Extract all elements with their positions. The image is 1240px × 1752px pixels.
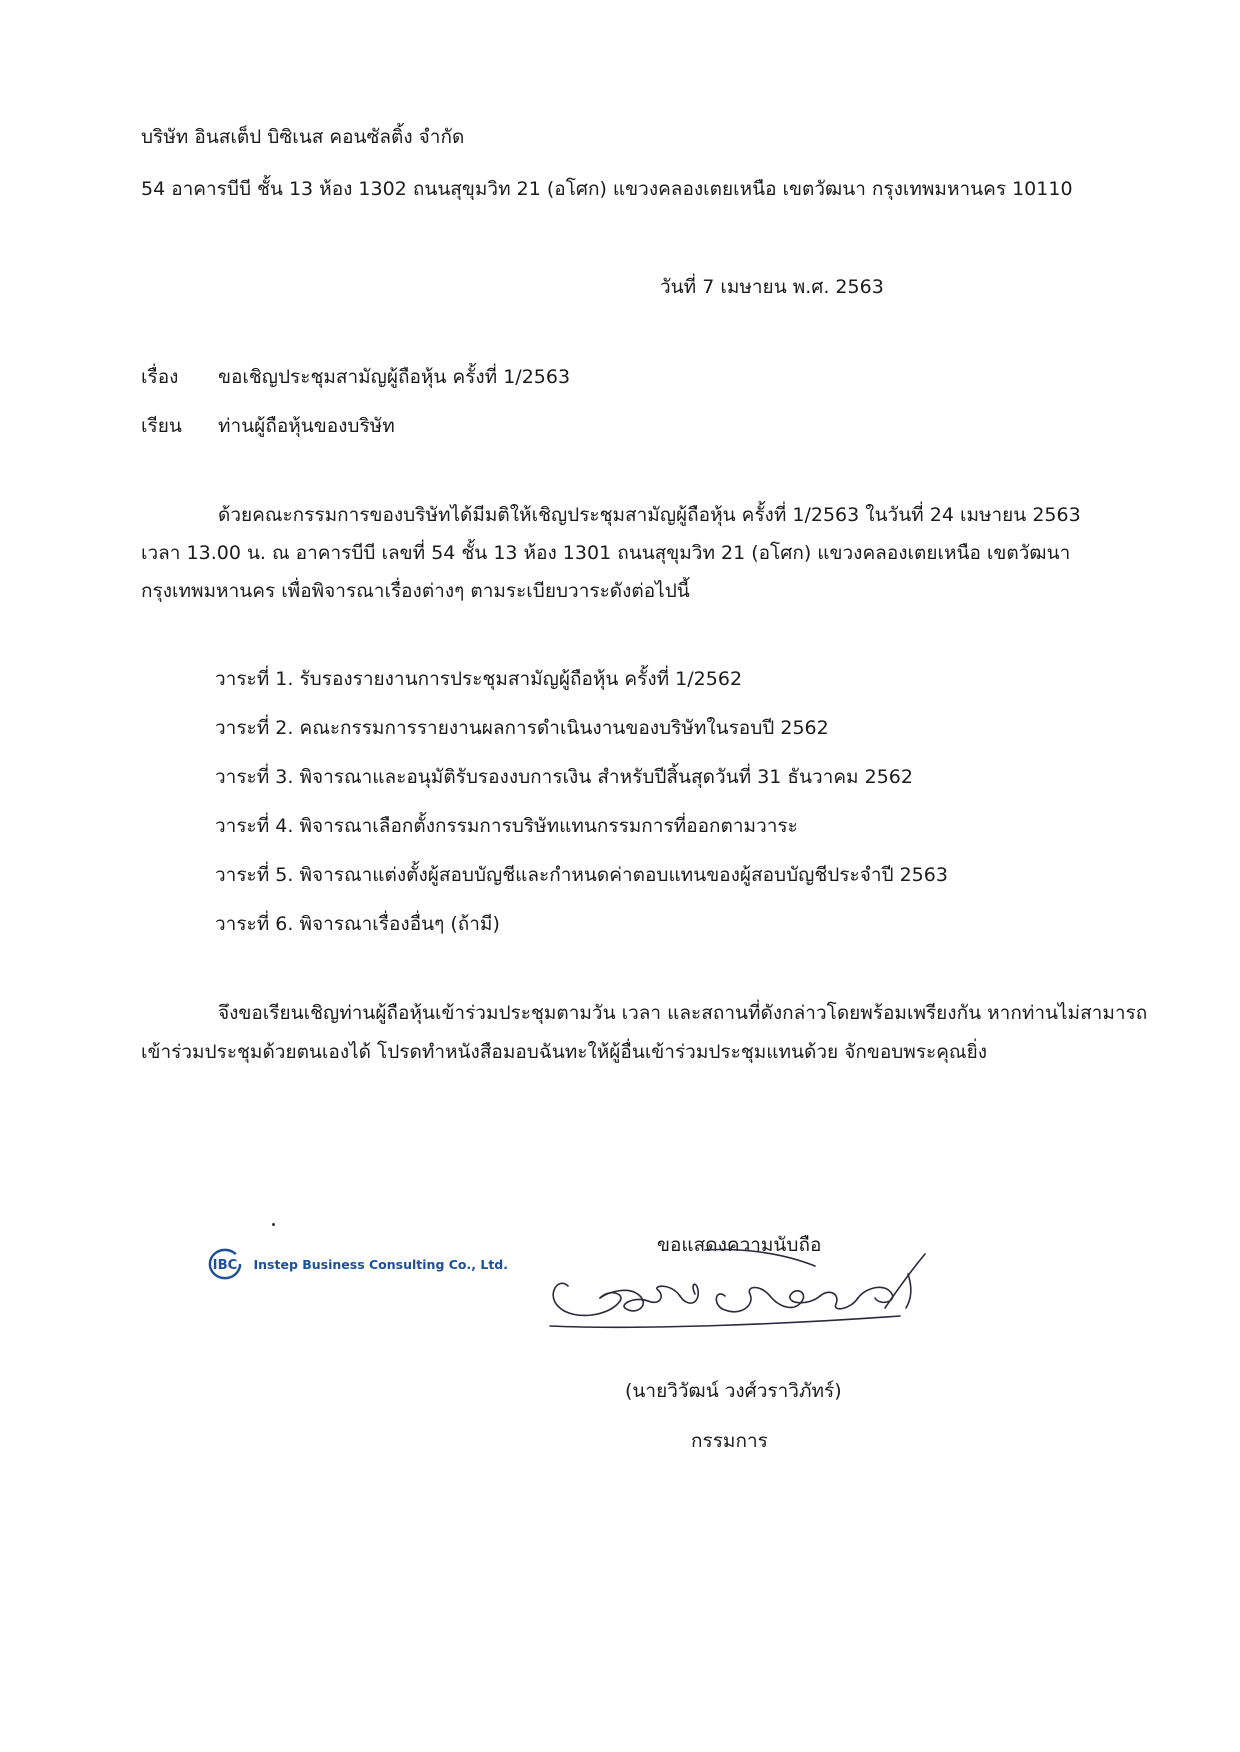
logo-text: Instep Business Consulting Co., Ltd. [253, 1256, 508, 1272]
letter-date: วันที่ 7 เมษายน พ.ศ. 2563 [660, 276, 884, 298]
scan-speck [272, 1223, 275, 1226]
agenda-item-5: วาระที่ 5. พิจารณาแต่งตั้งผู้สอบบัญชีและกำหนดค่าตอบแทนของผู้สอบบัญชีประจำปี 2563 [215, 864, 948, 886]
closing-paragraph-line: เข้าร่วมประชุมด้วยตนเองได้ โปรดทำหนังสือมอบฉันทะให้ผู้อื่นเข้าร่วมประชุมแทนด้วย จักขอบพระคุณยิ่ง [141, 1041, 987, 1063]
logo-mark-text: IBC [212, 1258, 238, 1274]
company-address: 54 อาคารบีบี ชั้น 13 ห้อง 1302 ถนนสุขุมวิท 21 (อโศก) แขวงคลองเตยเหนือ เขตวัฒนา กรุงเทพมหานคร 10110 [141, 178, 1073, 200]
handwritten-signature [540, 1246, 980, 1356]
body-line: เวลา 13.00 น. ณ อาคารบีบี เลขที่ 54 ชั้น 13 ห้อง 1301 ถนนสุขุมวิท 21 (อโศก) แขวงคลองเตยเหนือ เขตวัฒนา [141, 542, 1071, 564]
signer-name: (นายวิวัฒน์ วงศ์วราวิภัทร์) [625, 1380, 842, 1402]
signer-title: กรรมการ [691, 1430, 768, 1452]
body-line: ด้วยคณะกรรมการของบริษัทได้มีมติให้เชิญประชุมสามัญผู้ถือหุ้น ครั้งที่ 1/2563 ในวันที่ 24 เมษายน 2563 [218, 504, 1081, 526]
body-line: กรุงเทพมหานคร เพื่อพิจารณาเรื่องต่างๆ ตามระเบียบวาระดังต่อไปนี้ [141, 580, 690, 602]
agenda-item-1: วาระที่ 1. รับรองรายงานการประชุมสามัญผู้ถือหุ้น ครั้งที่ 1/2562 [215, 668, 743, 690]
closing-paragraph-line: จึงขอเรียนเชิญท่านผู้ถือหุ้นเข้าร่วมประชุมตามวัน เวลา และสถานที่ดังกล่าวโดยพร้อมเพรียงกัน หากท่านไม่สามารถ [218, 1002, 1148, 1024]
ibc-logo-icon [208, 1247, 250, 1281]
subject-value: ขอเชิญประชุมสามัญผู้ถือหุ้น ครั้งที่ 1/2563 [218, 366, 571, 388]
company-logo [208, 1247, 508, 1281]
subject-label: เรื่อง [141, 366, 179, 388]
agenda-item-6: วาระที่ 6. พิจารณาเรื่องอื่นๆ (ถ้ามี) [215, 913, 500, 935]
recipient-value: ท่านผู้ถือหุ้นของบริษัท [218, 415, 395, 437]
recipient-label: เรียน [141, 415, 182, 437]
agenda-item-3: วาระที่ 3. พิจารณาและอนุมัติรับรองงบการเงิน สำหรับปีสิ้นสุดวันที่ 31 ธันวาคม 2562 [215, 766, 913, 788]
agenda-item-4: วาระที่ 4. พิจารณาเลือกตั้งกรรมการบริษัทแทนกรรมการที่ออกตามวาระ [215, 815, 798, 837]
closing-salutation: ขอแสดงความนับถือ [657, 1234, 822, 1256]
company-name: บริษัท อินสเต็ป บิซิเนส คอนซัลติ้ง จำกัด [141, 126, 465, 148]
agenda-item-2: วาระที่ 2. คณะกรรมการรายงานผลการดำเนินงานของบริษัทในรอบปี 2562 [215, 717, 829, 739]
